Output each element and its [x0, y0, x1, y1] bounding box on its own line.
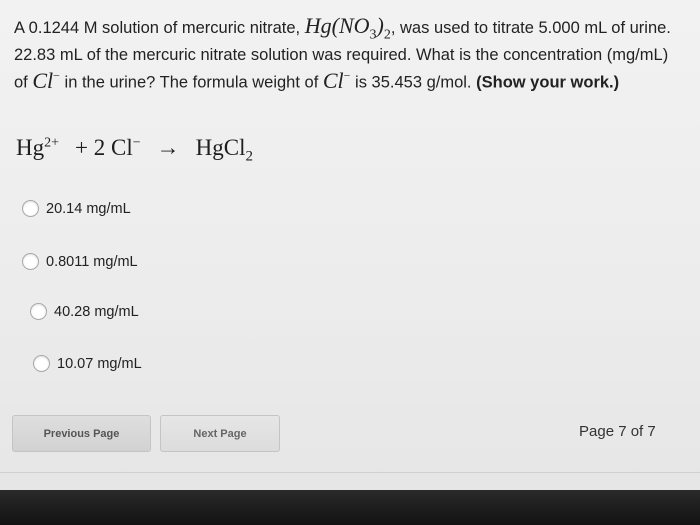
reaction-arrow: →: [156, 135, 180, 160]
answer-option-2[interactable]: [22, 253, 138, 270]
answer-option-3[interactable]: [30, 303, 139, 320]
answer-option-1[interactable]: [22, 200, 131, 217]
answer-option-label: 0.8011 mg/mL: [46, 253, 138, 270]
question-text: [14, 13, 684, 93]
radio-button[interactable]: [30, 303, 47, 320]
bottom-bezel: [0, 490, 700, 525]
radio-button[interactable]: [22, 200, 39, 217]
answer-option-label: 40.28 mg/mL: [54, 303, 139, 320]
chloride-symbol-2: Cl−: [322, 67, 351, 93]
question-part-2: , was used to titrate 5.000 mL of urine. 22.83 mL of the mercuric nitrate solution was required. What is the concentration (mg/mL) of: [14, 19, 671, 92]
question-part-4: is 35.453 g/mol.: [350, 73, 477, 92]
chloride-symbol: Cl−: [32, 67, 60, 93]
next-page-button[interactable]: Next Page: [160, 415, 280, 452]
question-part-1: A 0.1244 M solution of mercuric nitrate,: [14, 19, 305, 37]
formula-mercuric-nitrate: $Hg(NO_3)_2$: [304, 13, 391, 43]
answer-option-label: 10.07 mg/mL: [57, 355, 142, 372]
answer-option-label: 20.14 mg/mL: [46, 200, 131, 217]
radio-button[interactable]: [22, 253, 39, 270]
reaction-equation: $Hg^{2+} + 2$ Cl− → HgCl$_2$: [16, 135, 253, 165]
divider: [0, 472, 700, 473]
previous-page-button[interactable]: Previous Page: [12, 415, 151, 452]
question-part-3: in the urine? The formula weight of: [59, 73, 323, 92]
radio-button[interactable]: [33, 355, 50, 372]
page-indicator: Page 7 of 7: [579, 423, 656, 440]
show-work-note: (Show your work.): [476, 73, 620, 92]
answer-option-4[interactable]: [33, 355, 142, 372]
